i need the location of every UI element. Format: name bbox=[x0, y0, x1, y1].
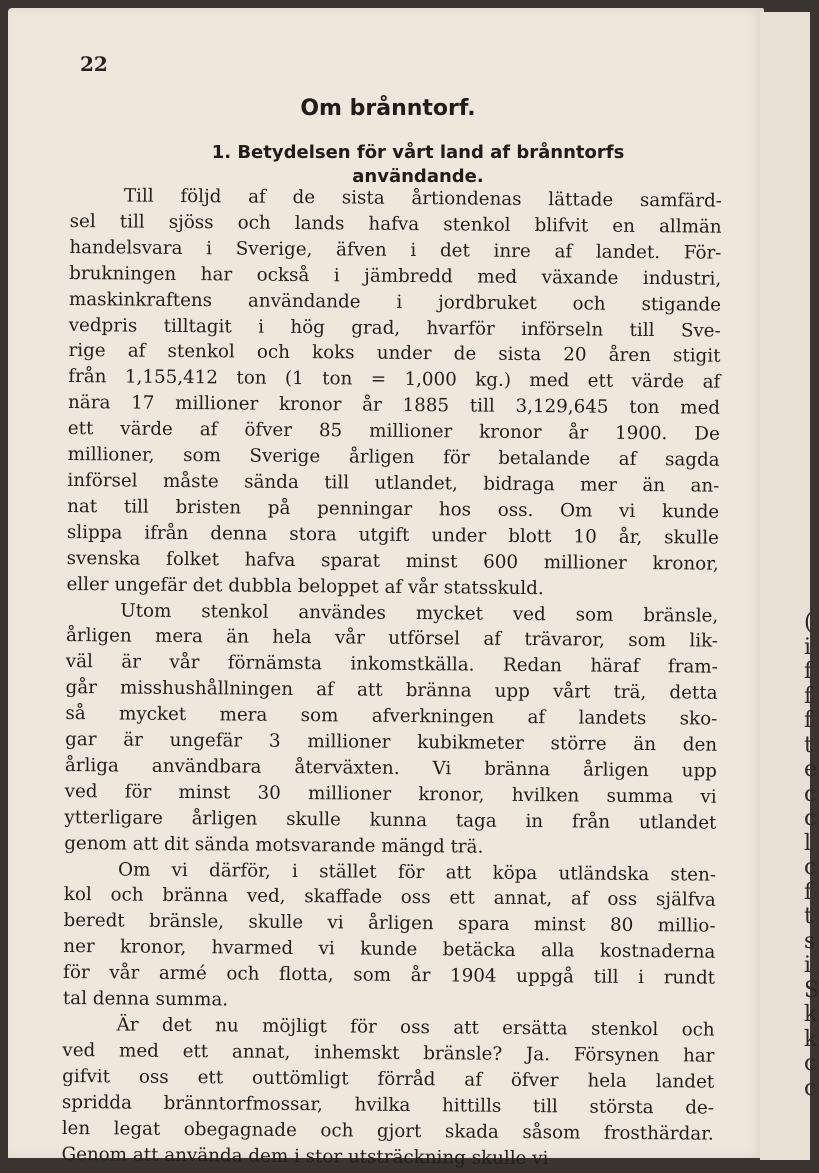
adjacent-page-letter: c bbox=[804, 1075, 817, 1101]
text-line: sel till sjöss och lands hafva stenkol blifvit en allmän bbox=[69, 210, 722, 238]
text-line: väl är vår förnämsta inkomstkälla. Redan häraf fram- bbox=[65, 651, 718, 678]
text-line: kol och bränna ved, skaffade oss ett annat, af oss själfva bbox=[63, 884, 716, 912]
adjacent-page-letter: e bbox=[804, 757, 818, 782]
adjacent-page-letter: f bbox=[804, 879, 813, 905]
text-line: årliga användbara återväxten. Vi bränna årligen upp bbox=[64, 754, 717, 782]
body-text bbox=[61, 183, 722, 1173]
adjacent-page-letter: t bbox=[804, 732, 813, 758]
adjacent-page-edge bbox=[760, 12, 819, 1160]
text-line: brukningen har också i jämbredd med växande industri, bbox=[69, 262, 722, 290]
text-line: Till följd af de sista årtiondenas lättade samfärd- bbox=[123, 185, 722, 212]
adjacent-page-letter: ( bbox=[804, 610, 813, 635]
text-line: handelsvara i Sverige, äfven i det inre af landet. För- bbox=[69, 236, 722, 264]
text-line: svenska folket hafva sparat minst 600 millioner kronor, bbox=[66, 547, 719, 575]
text-line: nat till bristen på penningar hos oss. Om vi kunde bbox=[67, 495, 720, 523]
adjacent-page-letter: c bbox=[804, 1051, 817, 1076]
adjacent-page-letter: S bbox=[804, 977, 819, 1003]
chapter-title: Om brånntorf. bbox=[300, 96, 476, 121]
text-line: ytterligare årligen skulle kunna taga in från utlandet bbox=[64, 806, 717, 834]
adjacent-page-letter: k bbox=[804, 1002, 818, 1027]
adjacent-page-letter: s bbox=[804, 928, 816, 954]
text-line: nära 17 millioner kronor år 1885 till 3,129,645 ton med bbox=[67, 392, 721, 419]
adjacent-page-letter: k bbox=[804, 1026, 818, 1052]
text-line: beredt bränsle, skulle vi årligen spara minst 80 millio- bbox=[63, 910, 716, 938]
adjacent-page-letter: c bbox=[804, 855, 817, 880]
adjacent-page-letter: i bbox=[804, 634, 812, 660]
adjacent-page-letter: f bbox=[804, 683, 813, 709]
adjacent-page-letter: f bbox=[804, 708, 813, 733]
book-page bbox=[8, 8, 764, 1169]
adjacent-page-letter: c bbox=[804, 806, 817, 831]
text-line: ner kronor, hvarmed vi kunde betäcka alla kostnaderna bbox=[63, 936, 716, 963]
text-line: årligen mera än hela vår utförsel af trävaror, som lik- bbox=[65, 625, 719, 653]
text-line: genom att dit sända motsvarande mängd trä. bbox=[64, 832, 484, 858]
text-line: slippa ifrån denna stora utgift under blott 10 år, skulle bbox=[66, 521, 720, 549]
text-line: Om vi därför, i stället för att köpa utländska sten- bbox=[117, 859, 717, 886]
text-line: gar är ungefär 3 millioner kubikmeter större än den bbox=[65, 729, 718, 756]
text-line: millioner, som Sverige årligen för betalande af sagda bbox=[67, 444, 720, 471]
text-line: från 1,155,412 ton (1 ton = 1,000 kg.) med ett värde af bbox=[68, 366, 721, 394]
text-line: spridda bränntorfmossar, hvilka hittills till största de- bbox=[61, 1091, 715, 1119]
text-line: ett värde af öfver 85 millioner kronor år 1900. De bbox=[67, 418, 720, 445]
text-line: rige af stenkol och koks under de sista 20 åren stigit bbox=[68, 340, 721, 368]
text-line: maskinkraftens användande i jordbruket och stigande bbox=[68, 288, 722, 316]
text-line: för vår armé och flotta, som år 1904 uppgå till i rundt bbox=[63, 962, 716, 989]
text-line: ved med ett annat, inhemskt bränsle? Ja. Försynen har bbox=[62, 1039, 715, 1067]
text-line: eller ungefär det dubbla beloppet af vår statsskuld. bbox=[66, 573, 544, 599]
text-line: Utom stenkol användes mycket ved som bränsle, bbox=[120, 599, 719, 627]
adjacent-page-letter: f bbox=[804, 659, 813, 684]
text-line: Genom att använda dem i stor utsträckning skulle vi bbox=[61, 1143, 549, 1169]
text-line: gifvit oss ett outtömligt förråd af öfver hela landet bbox=[62, 1065, 715, 1093]
text-line: Är det nu möjligt för oss att ersätta stenkol och bbox=[116, 1014, 715, 1041]
adjacent-page-letter: c bbox=[804, 781, 817, 807]
text-line: så mycket mera som afverkningen af landets sko- bbox=[65, 703, 718, 730]
text-line: len legat obegagnade och gjort skada såsom frosthärdar. bbox=[61, 1117, 714, 1145]
section-heading bbox=[128, 141, 708, 189]
section-heading-line-1: 1. Betydelsen för vårt land af brånntorfs bbox=[211, 142, 625, 163]
section-heading-line-2: användande. bbox=[352, 166, 484, 187]
text-line: ved för minst 30 millioner kronor, hvilken summa vi bbox=[64, 780, 717, 808]
text-line: går misshushållningen af att bränna upp vårt trä, detta bbox=[65, 677, 718, 704]
text-line: införsel måste sända till utlandet, bidraga mer än an- bbox=[67, 469, 720, 497]
text-line: tal denna summa. bbox=[62, 988, 229, 1011]
text-line: vedpris tilltagit i hög grad, hvarför införseln till Sve- bbox=[68, 314, 721, 342]
adjacent-page-letter: t bbox=[804, 904, 813, 929]
adjacent-page-letter: l bbox=[804, 830, 812, 856]
page-number: 22 bbox=[80, 52, 108, 76]
adjacent-page-letter: i bbox=[804, 953, 812, 978]
